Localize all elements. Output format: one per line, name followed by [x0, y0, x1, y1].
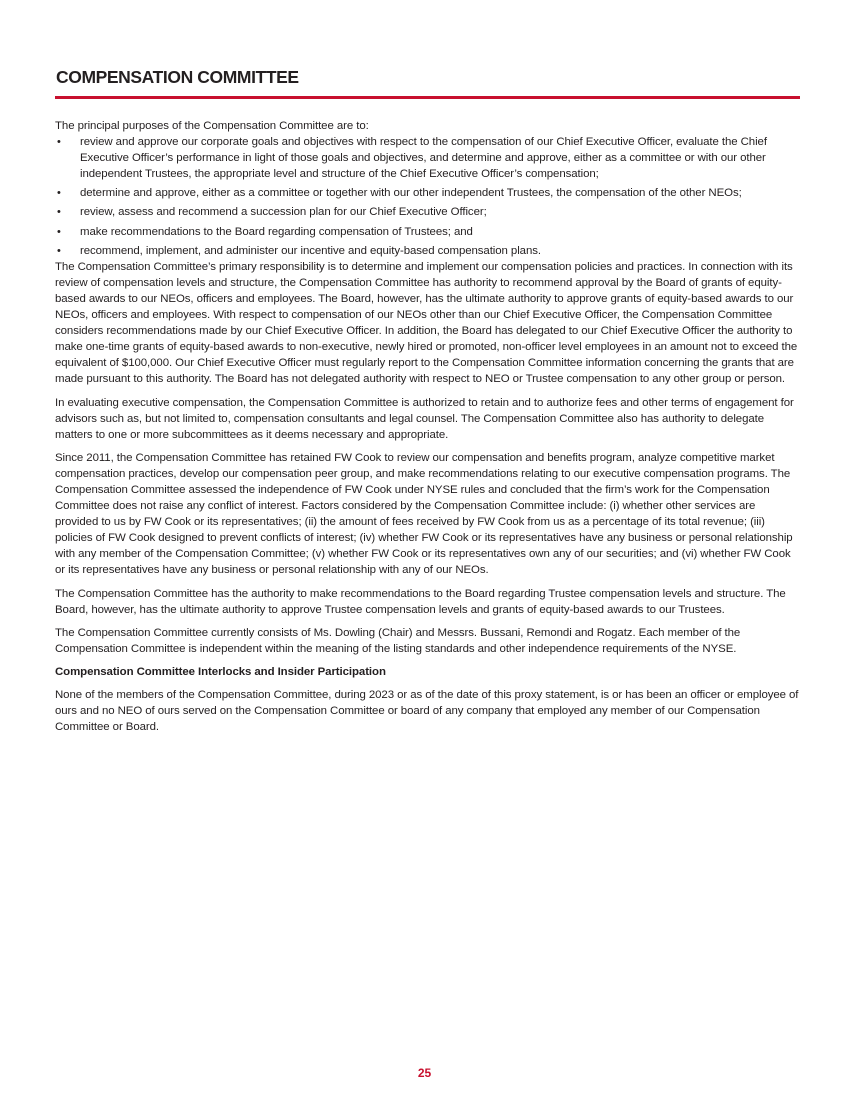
purpose-item	[55, 204, 800, 220]
purpose-text: review, assess and recommend a succession plan for our Chief Executive Officer;	[80, 206, 487, 219]
bullet-icon: •	[57, 187, 61, 200]
page-number: 25	[417, 1066, 432, 1080]
document-page	[55, 66, 800, 742]
purpose-text: make recommendations to the Board regarding compensation of Trustees; and	[80, 225, 473, 238]
purpose-text: determine and approve, either as a committee or together with our other independent Trustees, the compensation of the other NEOs;	[80, 187, 742, 200]
trustee-compensation-paragraph: The Compensation Committee has the authority to make recommendations to the Board regarding Trustee compensation levels and structure. The Board, however, has the ultimate authority to approve Trustee compensation levels and grants of equity-based awards to our Trustees.	[55, 587, 786, 616]
membership-paragraph: The Compensation Committee currently consists of Ms. Dowling (Chair) and Messrs. Bussani, Remondi and Rogatz. Each member of the Compensation Committee is independent within the meaning of the listing standards and other independence requirements of the NYSE.	[55, 626, 741, 655]
purpose-item	[55, 185, 800, 201]
interlocks-paragraph: None of the members of the Compensation Committee, during 2023 or as of the date of this proxy statement, is or has been an officer or employee of ours and no NEO of ours served on the Compensation Committee or board of any company that employed any member of our Compensation Committee or Board.	[55, 689, 799, 734]
bullet-icon: •	[57, 225, 61, 238]
bullet-icon: •	[57, 206, 61, 219]
title-divider	[55, 96, 800, 99]
purposes-list	[55, 134, 800, 259]
bullet-icon: •	[57, 244, 61, 257]
purpose-item	[55, 134, 800, 182]
bullet-icon: •	[57, 136, 61, 149]
fw-cook-paragraph: Since 2011, the Compensation Committee has retained FW Cook to review our compensation and benefits program, analyze competitive market compensation practices, develop our compensation peer group, and make recommendations relating to our executive compensation programs. The Compensation Committee assessed the independence of FW Cook under NYSE rules and concluded that the firm’s work for the Compensation Committee does not raise any conflict of interest. Factors considered by the Compensation Committee include: (i) whether other services are provided to us by FW Cook or its representatives; (ii) the amount of fees received by FW Cook from us as a percentage of its total revenue; (iii) policies of FW Cook designed to prevent conflicts of interest; (iv) whether FW Cook or its representatives have any business or personal relationship with any member of the Compensation Committee; (v) whether FW Cook or its representatives own any of our securities; and (vi) whether FW Cook or its representatives have any business or personal relationship with any of our NEOs.	[55, 451, 793, 577]
purpose-text: review and approve our corporate goals and objectives with respect to the compensation of our Chief Executive Officer, evaluate the Chief Executive Officer’s performance in light of those goals and objectives, and determine and approve, either as a committee or with our other independent Trustees, the appropriate level and structure of the Chief Executive Officer’s compensation;	[80, 136, 767, 181]
section-title: COMPENSATION COMMITTEE	[56, 67, 299, 87]
purpose-item	[55, 224, 800, 240]
evaluating-paragraph: In evaluating executive compensation, the Compensation Committee is authorized to retain and to authorize fees and other terms of engagement for advisors such as, but not limited to, compensation consultants and legal counsel. The Compensation Committee also has authority to delegate matters to one or more subcommittees as it deems necessary and appropriate.	[55, 396, 794, 441]
responsibility-paragraph: The Compensation Committee’s primary responsibility is to determine and implement our compensation policies and practices. In connection with its review of compensation levels and structure, the Compensation Committee has authority to recommend approval by the Board of grants of equity-based awards to our NEOs, officers and employees. The Board, however, has the ultimate authority to approve grants of equity-based awards to our NEOs, officers and employees. With respect to compensation of our NEOs other than our Chief Executive Officer, the Compensation Committee considers recommendations made by our Chief Executive Officer. In addition, the Board has delegated to our Chief Executive Officer the authority to make one-time grants of equity-based awards to non-executive, newly hired or promoted, non-officer level employees in an amount not to exceed the equivalent of $100,000. Our Chief Executive Officer must regularly report to the Compensation Committee information concerning the grants that are made pursuant to this authority. The Board has not delegated authority with respect to NEO or Trustee compensation to any other group or person.	[55, 260, 798, 386]
purposes-intro: The principal purposes of the Compensation Committee are to:	[55, 120, 369, 132]
interlocks-heading: Compensation Committee Interlocks and Insider Participation	[55, 665, 386, 678]
purpose-text: recommend, implement, and administer our incentive and equity-based compensation plans.	[80, 244, 541, 257]
purpose-item	[55, 243, 800, 259]
